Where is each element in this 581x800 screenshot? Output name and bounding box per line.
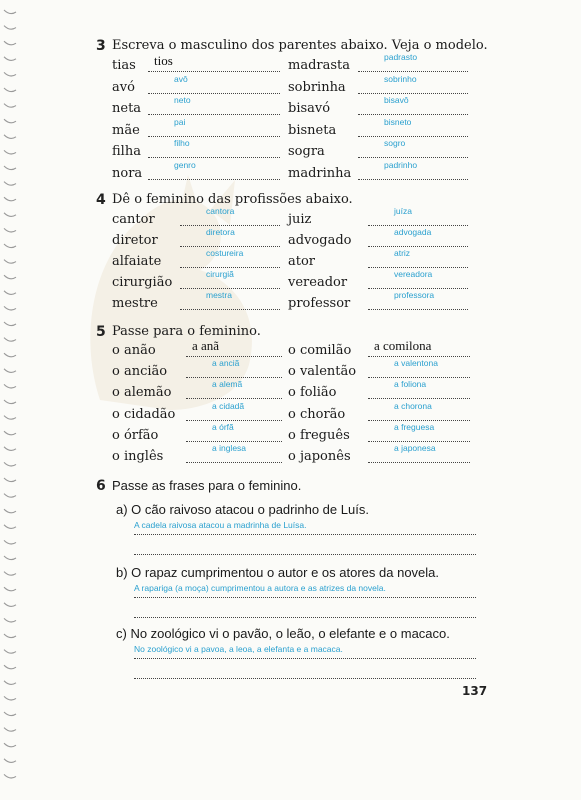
spiral-mark [4, 447, 16, 451]
answer-line [148, 157, 280, 158]
spiral-mark [4, 759, 16, 763]
sentence-label: b) O rapaz cumprimentou o autor e os atores da novela. [116, 565, 440, 580]
spiral-mark [4, 57, 16, 61]
answer-line [180, 267, 280, 268]
handwritten-answer: genro [174, 159, 196, 170]
spiral-mark [4, 338, 16, 342]
spiral-mark [4, 774, 16, 778]
word-label: o comilão [288, 343, 352, 358]
sentence-answer: A cadela raivosa atacou a madrinha de Luísa. [134, 520, 307, 530]
word-row [288, 52, 468, 76]
word-row [112, 421, 282, 446]
word-label: bisavó [288, 101, 331, 116]
section-number: 3 [96, 38, 106, 54]
sentence-label: a) O cão raivoso atacou o padrinho de Luís. [116, 502, 369, 517]
section-instruction: Passe as frases para o feminino. [112, 478, 302, 493]
word-row [288, 73, 468, 98]
handwritten-answer: cirurgiã [206, 269, 234, 279]
section-instruction: Passe para o feminino. [112, 324, 261, 339]
handwritten-answer: a órfã [212, 421, 234, 432]
word-row [112, 290, 280, 314]
spiral-mark [4, 244, 16, 248]
word-label: juiz [288, 212, 312, 227]
handwritten-answer: advogada [394, 227, 432, 237]
word-row [112, 73, 280, 98]
word-label: o japonês [288, 449, 351, 464]
word-row [288, 421, 470, 446]
spiral-mark [4, 197, 16, 201]
handwritten-answer: atriz [394, 248, 411, 258]
answer-line [186, 398, 282, 399]
handwritten-answer: a chorona [394, 400, 432, 411]
word-label: avó [112, 79, 135, 95]
spiral-mark [4, 353, 16, 357]
spiral-mark [4, 525, 16, 529]
word-row [112, 338, 282, 361]
handwritten-answer: a anciã [212, 358, 240, 369]
spiral-mark [4, 41, 16, 45]
answer-line [134, 554, 476, 555]
spiral-mark [4, 306, 16, 310]
spiral-mark [4, 228, 16, 232]
spiral-mark [4, 618, 16, 622]
answer-line [368, 246, 468, 247]
answer-line [186, 462, 282, 463]
handwritten-answer: bisneto [384, 116, 412, 127]
word-label: alfaiate [112, 254, 162, 269]
word-row [288, 443, 470, 467]
word-row [112, 116, 280, 141]
spiral-mark [4, 72, 16, 76]
answer-line [180, 288, 280, 289]
word-label: cantor [112, 212, 155, 227]
spiral-mark [4, 135, 16, 139]
word-row [112, 400, 282, 425]
answer-line [358, 93, 468, 94]
spiral-mark [4, 166, 16, 170]
spiral-mark [4, 634, 16, 638]
spiral-mark [4, 681, 16, 685]
spiral-mark [4, 540, 16, 544]
spiral-mark [4, 150, 16, 154]
word-row [112, 379, 282, 403]
word-row [112, 358, 282, 382]
spiral-mark [4, 494, 16, 498]
spiral-mark [4, 603, 16, 607]
word-label: o órfão [112, 427, 159, 443]
answer-line [358, 114, 468, 115]
word-label: o freguês [288, 427, 350, 443]
handwritten-answer: a japonesa [394, 443, 436, 453]
word-row [112, 248, 280, 272]
handwritten-answer: sobrinho [384, 73, 417, 84]
spiral-mark [4, 384, 16, 388]
section-instruction: Dê o feminino das profissões abaixo. [112, 192, 353, 207]
section-instruction: Escreva o masculino dos parentes abaixo. Veja o modelo. [112, 38, 488, 53]
word-label: o cidadão [112, 406, 176, 422]
word-row [112, 443, 282, 467]
spiral-mark [4, 650, 16, 654]
word-row [288, 290, 468, 314]
word-row [112, 206, 280, 230]
handwritten-answer: diretora [206, 227, 235, 237]
answer-line [368, 356, 470, 357]
word-label: madrinha [288, 165, 352, 181]
handwritten-answer: a cidadã [212, 400, 245, 411]
answer-line [134, 534, 476, 535]
spiral-mark [4, 400, 16, 404]
answer-line [368, 288, 468, 289]
answer-line [186, 441, 282, 442]
spiral-mark [4, 556, 16, 560]
spiral-mark [4, 322, 16, 326]
word-label: bisneta [288, 122, 337, 138]
handwritten-answer: juíza [394, 206, 412, 216]
word-label: madrasta [288, 58, 351, 73]
word-row [288, 400, 470, 425]
answer-line [368, 309, 468, 310]
answer-line [148, 179, 280, 180]
word-label: ator [288, 254, 316, 269]
handwritten-answer: a anã [192, 338, 220, 353]
answer-line [186, 356, 282, 357]
spiral-mark [4, 275, 16, 279]
answer-line [358, 136, 468, 137]
word-label: professor [288, 296, 351, 311]
word-label: o chorão [288, 406, 346, 422]
answer-line [358, 71, 468, 72]
handwritten-answer: a inglesa [212, 443, 247, 453]
answer-line [134, 597, 476, 598]
handwritten-answer: professora [394, 290, 435, 300]
word-label: sogra [288, 144, 325, 159]
spiral-mark [4, 587, 16, 591]
page-number: 137 [462, 684, 488, 698]
word-row [112, 138, 280, 162]
answer-line [368, 441, 470, 442]
word-label: cirurgião [112, 275, 173, 290]
answer-line [368, 462, 470, 463]
handwritten-answer: costureira [206, 248, 244, 258]
handwritten-answer: a comilona [374, 338, 432, 353]
word-row [288, 338, 470, 361]
answer-line [134, 617, 476, 618]
answer-line [358, 179, 468, 180]
spiral-mark [4, 462, 16, 466]
answer-line [180, 309, 280, 310]
answer-line [368, 225, 468, 226]
word-row [288, 159, 468, 184]
word-label: o valentão [288, 364, 357, 380]
answer-line [148, 136, 280, 137]
handwritten-answer: bisavô [384, 95, 409, 105]
handwritten-answer: a foliona [394, 379, 427, 390]
spiral-mark [4, 182, 16, 186]
word-label: o alemão [112, 385, 172, 401]
handwritten-answer: a valentona [394, 358, 438, 369]
handwritten-answer: pai [174, 116, 186, 127]
word-label: tias [112, 58, 136, 73]
handwritten-answer: sogro [384, 138, 406, 148]
word-label: mãe [112, 122, 140, 138]
answer-line [368, 398, 470, 399]
word-row [288, 227, 468, 251]
sentence-answer: A rapariga (a moça) cumprimentou a autora e as atrizes da novela. [134, 583, 386, 593]
spiral-mark [4, 213, 16, 217]
word-row [112, 159, 280, 184]
spiral-mark [4, 478, 16, 482]
word-label: diretor [112, 233, 158, 248]
spiral-mark [4, 728, 16, 732]
handwritten-answer: neto [174, 95, 191, 105]
spiral-mark [4, 26, 16, 30]
spiral-mark [4, 291, 16, 295]
answer-line [148, 114, 280, 115]
spiral-mark [4, 260, 16, 264]
answer-line [186, 420, 282, 421]
word-label: vereador [288, 275, 348, 290]
handwritten-answer: padrasto [384, 52, 418, 62]
handwritten-answer: filho [174, 138, 190, 148]
word-label: neta [112, 101, 142, 116]
spiral-mark [4, 743, 16, 747]
spiral-mark [4, 665, 16, 669]
word-row [112, 227, 280, 251]
word-label: mestre [112, 296, 158, 311]
word-row [288, 379, 470, 403]
handwritten-answer: mestra [206, 290, 232, 300]
spiral-mark [4, 572, 16, 576]
word-row [112, 53, 280, 76]
handwritten-answer: a freguesa [394, 421, 435, 432]
section-number: 6 [96, 478, 106, 494]
word-label: nora [112, 165, 143, 181]
spiral-mark [4, 10, 16, 14]
word-row [112, 95, 280, 119]
spiral-binding [0, 0, 24, 800]
handwritten-answer: cantora [206, 206, 235, 216]
sentence-answer: No zoológico vi a pavoa, a leoa, a elefanta e a macaca. [134, 644, 343, 654]
answer-line [180, 225, 280, 226]
word-row [288, 95, 468, 119]
spiral-mark [4, 119, 16, 123]
word-row [288, 138, 468, 162]
word-label: advogado [288, 233, 352, 248]
answer-line [186, 377, 282, 378]
word-label: sobrinha [288, 79, 346, 95]
spiral-mark [4, 712, 16, 716]
answer-line [134, 678, 476, 679]
answer-line [358, 157, 468, 158]
word-row [112, 269, 280, 293]
word-label: o anão [112, 343, 156, 358]
spiral-mark [4, 369, 16, 373]
section-number: 4 [96, 192, 106, 208]
word-label: o inglês [112, 449, 164, 464]
answer-line [134, 658, 476, 659]
handwritten-answer: avô [174, 73, 188, 84]
answer-line [148, 93, 280, 94]
spiral-mark [4, 509, 16, 513]
spiral-mark [4, 88, 16, 92]
answer-line [368, 420, 470, 421]
handwritten-answer: vereadora [394, 269, 433, 279]
sentence-label: c) No zoológico vi o pavão, o leão, o elefante e o macaco. [116, 626, 450, 641]
word-row [288, 206, 468, 230]
answer-line [148, 71, 280, 72]
handwritten-answer: padrinho [384, 159, 418, 170]
section-number: 5 [96, 324, 106, 340]
answer-line [180, 246, 280, 247]
spiral-mark [4, 104, 16, 108]
handwritten-answer: a alemã [212, 379, 243, 390]
answer-line [368, 377, 470, 378]
word-row [288, 248, 468, 272]
spiral-mark [4, 696, 16, 700]
spiral-mark [4, 416, 16, 420]
word-row [288, 116, 468, 141]
word-label: o ancião [112, 364, 168, 380]
word-label: filha [112, 144, 141, 159]
word-row [288, 358, 470, 382]
handwritten-answer: tios [154, 53, 173, 68]
word-row [288, 269, 468, 293]
answer-line [368, 267, 468, 268]
spiral-mark [4, 431, 16, 435]
word-label: o folião [288, 385, 337, 401]
